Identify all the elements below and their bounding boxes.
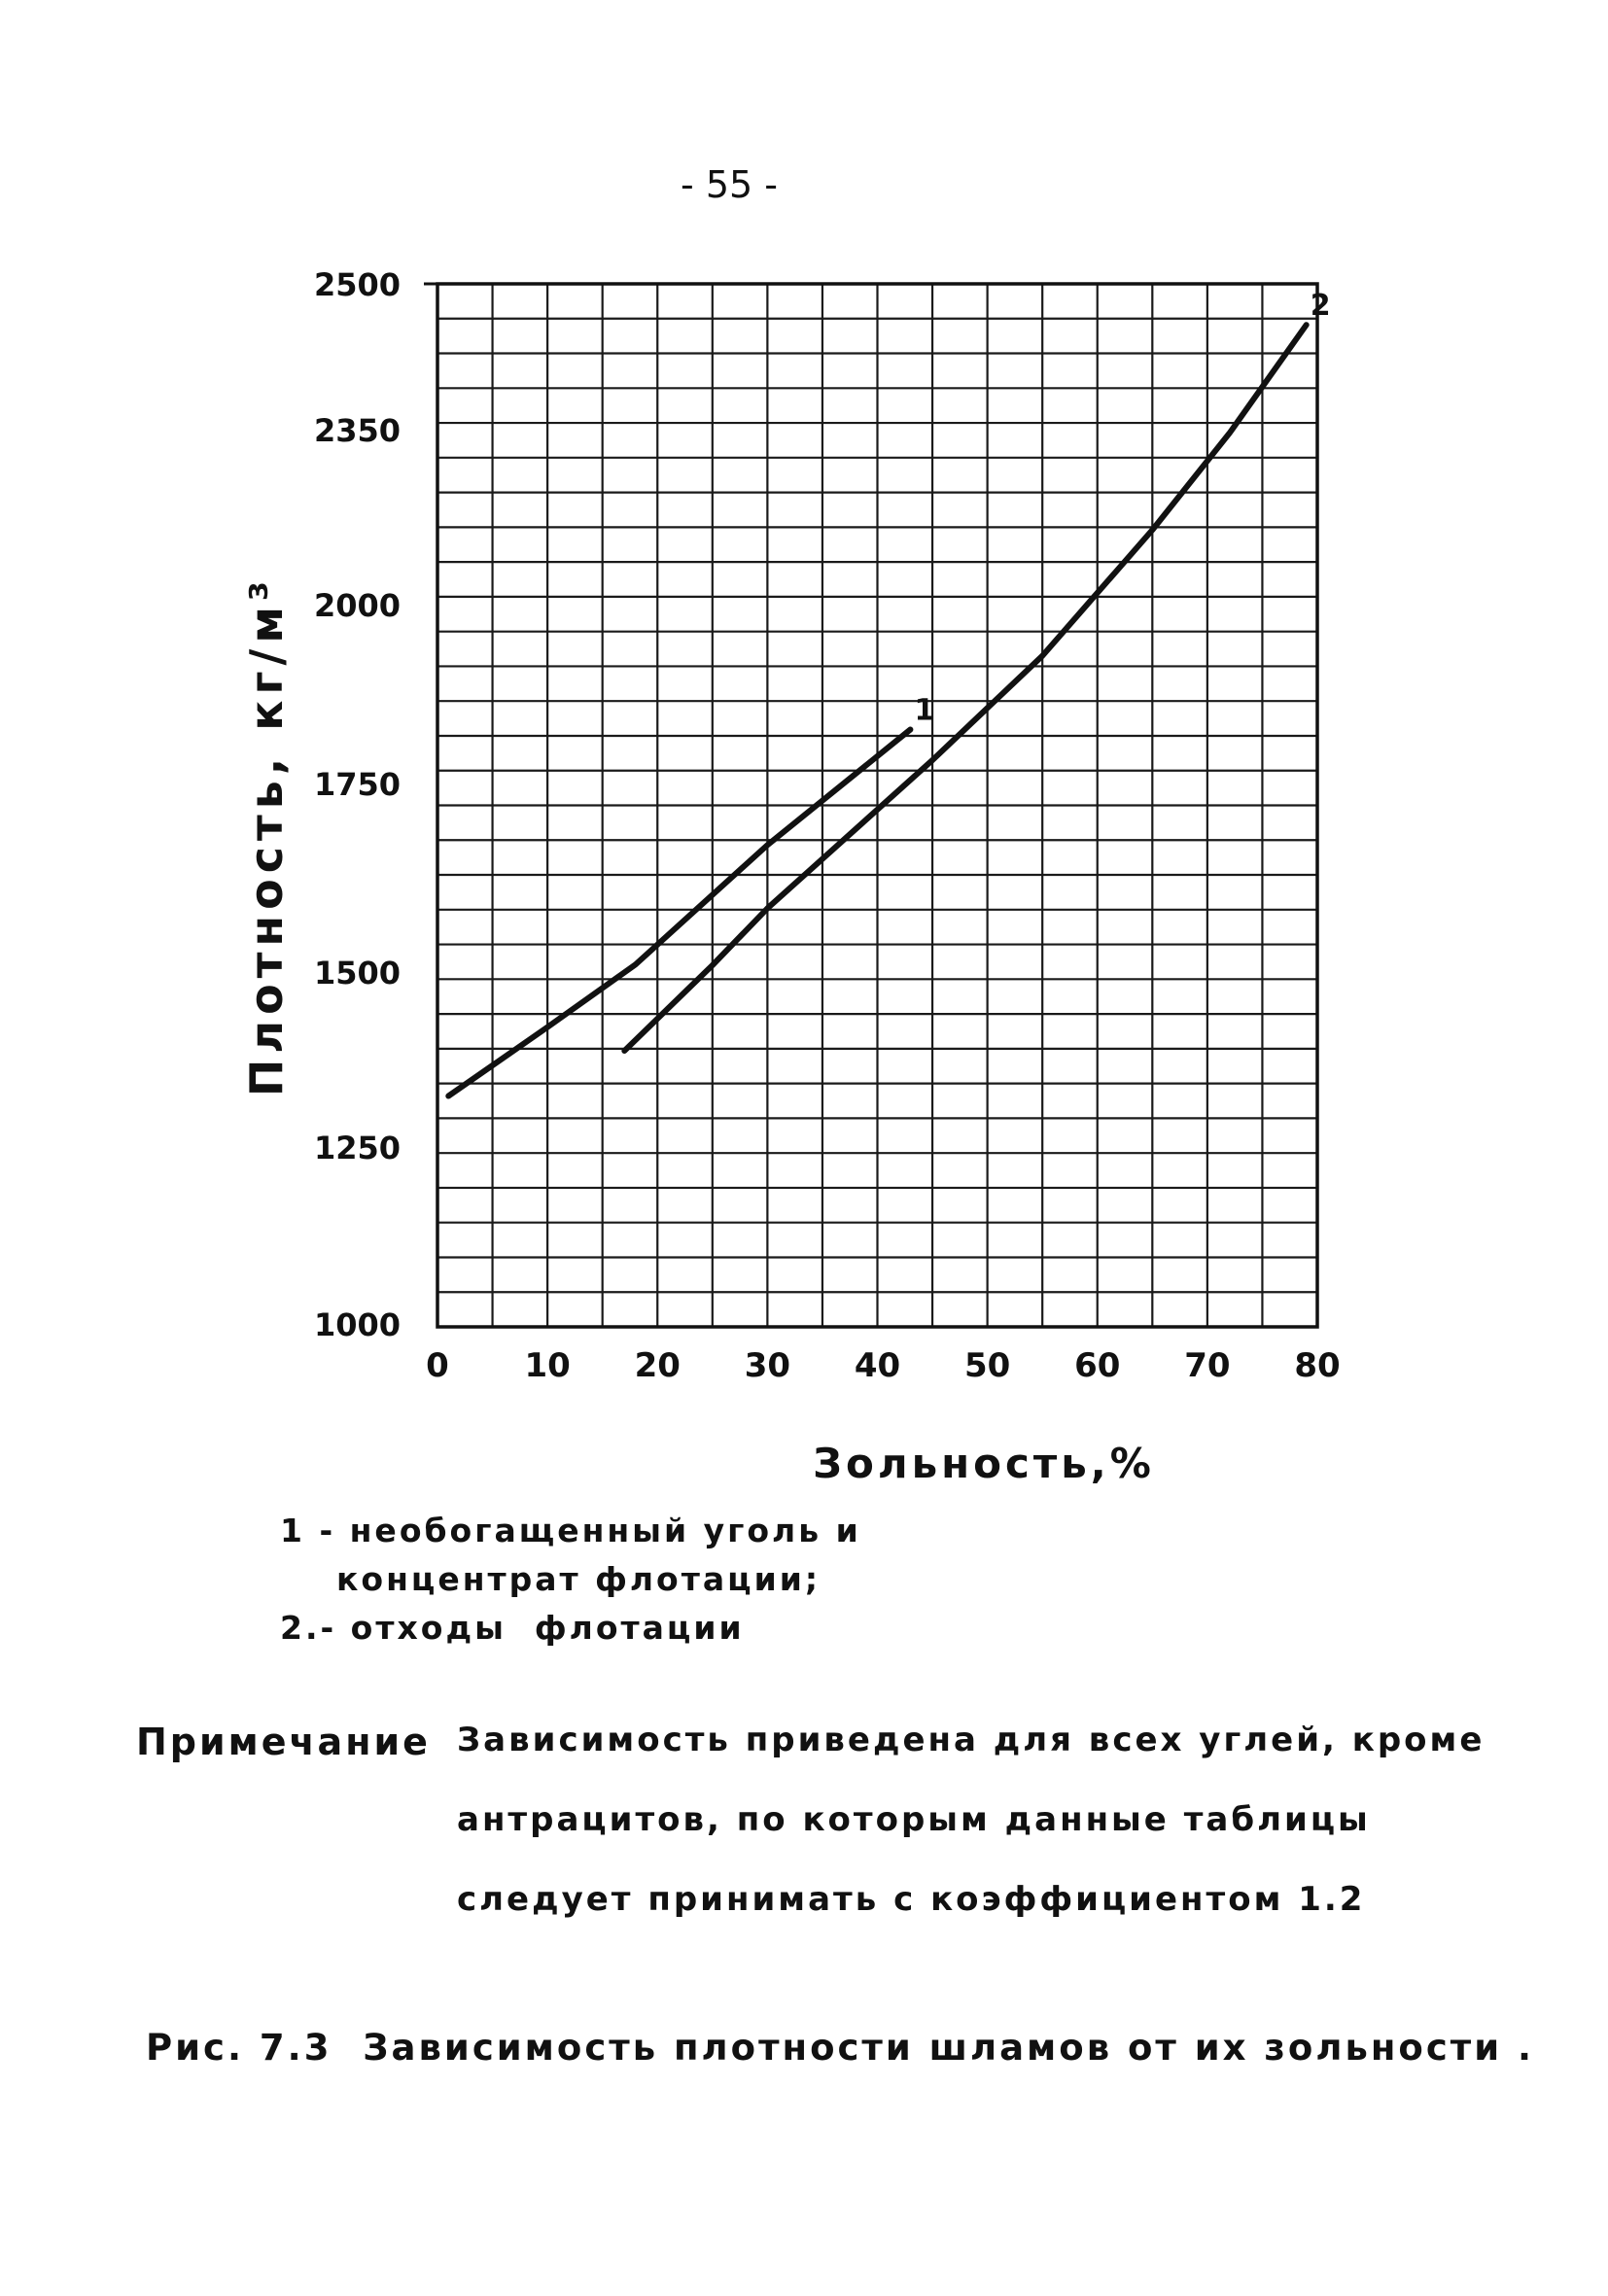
y-tick-label: 2500 xyxy=(313,266,401,303)
x-tick-label: 80 xyxy=(1294,1346,1341,1385)
series-line-1 xyxy=(448,730,910,1096)
y-tick-label: 2000 xyxy=(313,587,401,624)
y-tick-label: 1000 xyxy=(313,1306,401,1343)
x-tick-label: 60 xyxy=(1074,1346,1121,1385)
x-tick-label: 30 xyxy=(744,1346,791,1385)
x-tick-label: 0 xyxy=(426,1346,449,1385)
x-tick-label: 50 xyxy=(963,1346,1011,1385)
series-line-2 xyxy=(624,325,1306,1051)
chart-series xyxy=(448,289,1330,1096)
series-label-1: 1 xyxy=(914,693,935,728)
figure-caption: Рис. 7.3 Зависимость плотности шламов от их зольности . xyxy=(146,2027,1535,2069)
page-number: - 55 - xyxy=(681,163,778,206)
y-tick-label: 1750 xyxy=(313,766,401,803)
chart-legend xyxy=(280,1507,861,1652)
x-tick-label: 20 xyxy=(634,1346,681,1385)
x-tick-label: 10 xyxy=(524,1346,571,1385)
legend-item-1-line-1: 1 - необогащенный уголь и xyxy=(280,1512,861,1549)
y-tick-label: 2350 xyxy=(313,412,401,449)
chart-tick-labels xyxy=(314,266,1341,1385)
note-line-2: антрацитов, по которым данные таблицы xyxy=(457,1800,1371,1839)
chart-grid xyxy=(437,284,1317,1327)
x-tick-label: 40 xyxy=(854,1346,901,1385)
y-tick-label: 1500 xyxy=(313,955,401,991)
legend-item-2: 2.- отходы флотации xyxy=(280,1609,745,1647)
note-label: Примечание xyxy=(136,1721,431,1763)
y-axis-title: Плотность, кг/м³ xyxy=(240,574,293,1097)
y-tick-label: 1250 xyxy=(313,1130,401,1166)
legend-item-1-line-2: концентрат флотации; xyxy=(336,1560,821,1598)
note-line-1: Зависимость приведена для всех углей, кроме xyxy=(457,1721,1486,1759)
x-tick-label: 70 xyxy=(1184,1346,1231,1385)
series-label-2: 2 xyxy=(1310,289,1331,324)
note-line-3: следует принимать с коэффициентом 1.2 xyxy=(457,1880,1366,1919)
x-axis-title: Зольность,% xyxy=(813,1440,1155,1487)
